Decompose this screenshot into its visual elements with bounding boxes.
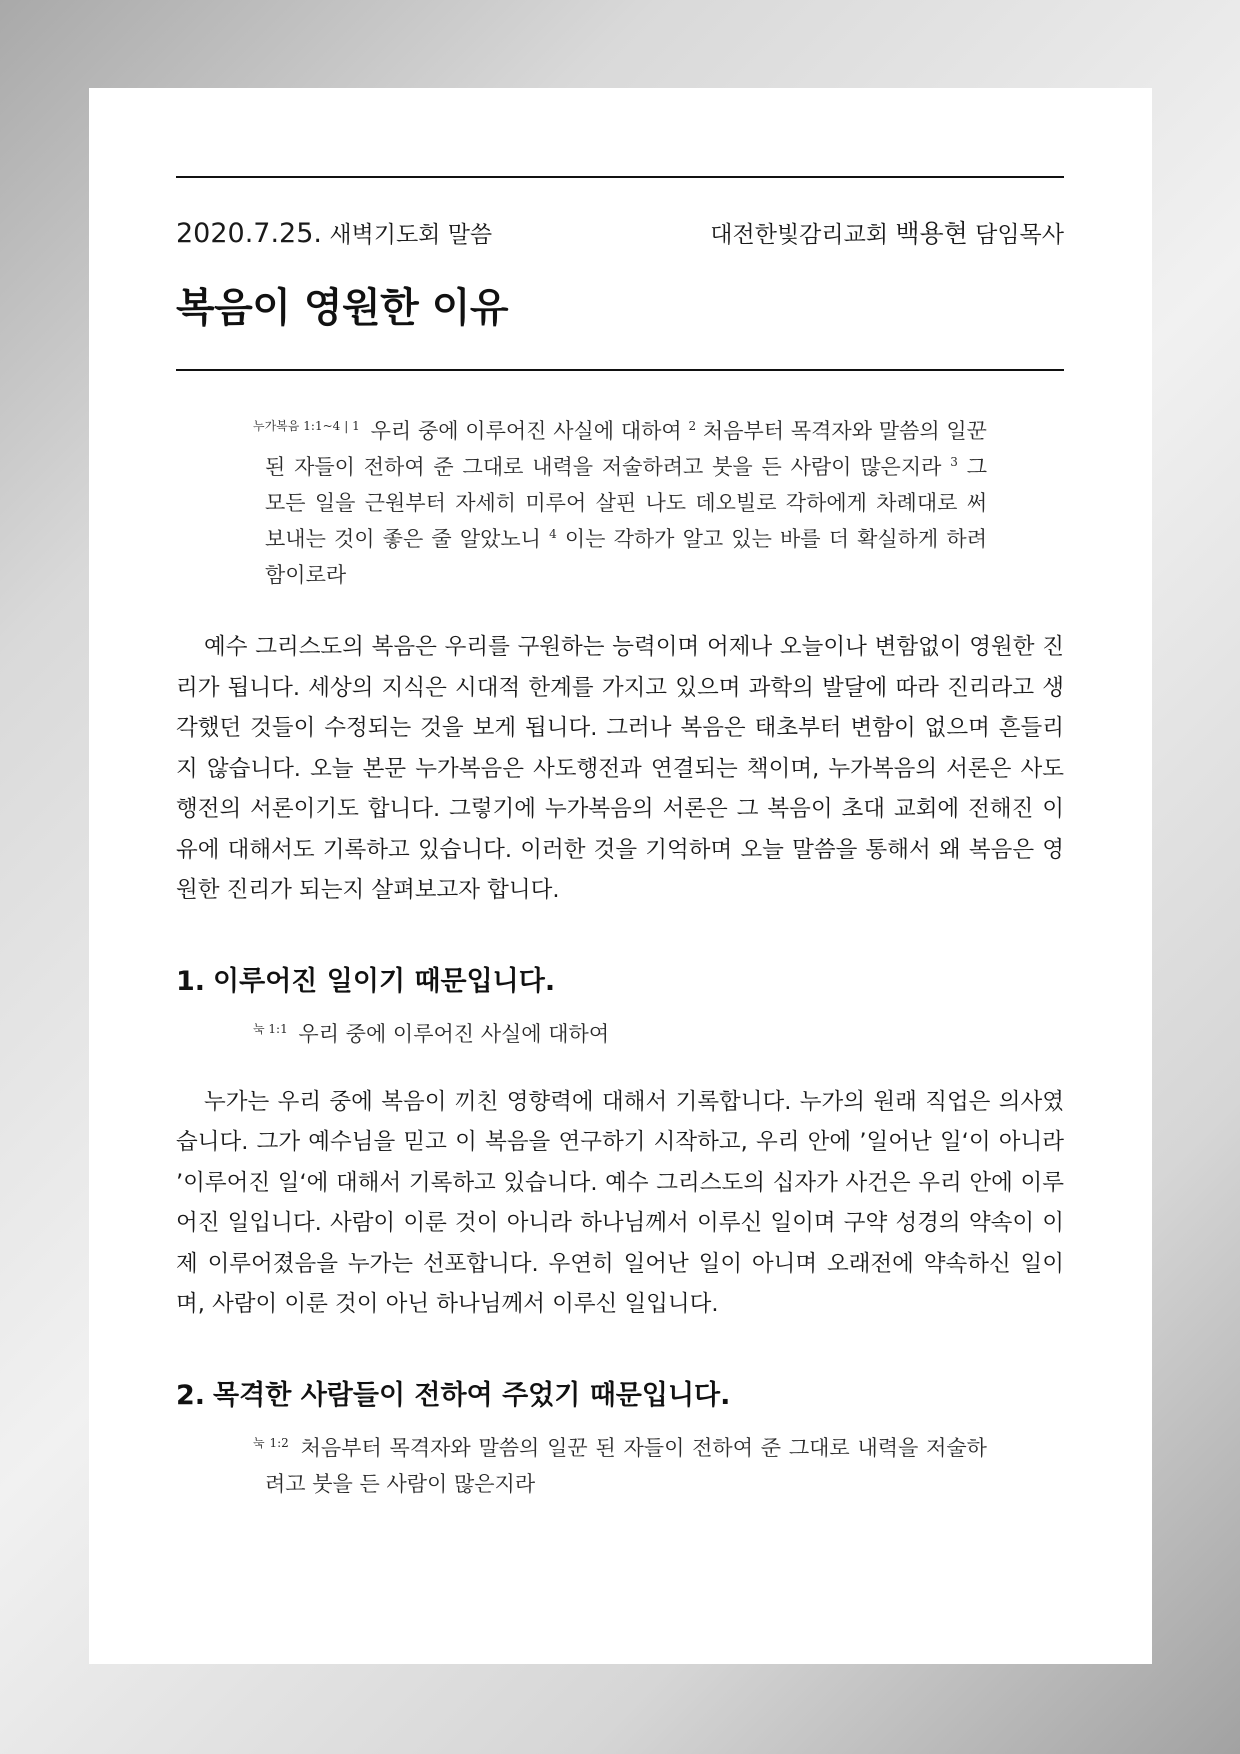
verse-number-4: 4 <box>549 527 557 541</box>
pastor-title: 담임목사 <box>975 222 1064 248</box>
verse-number-3: 3 <box>950 455 958 469</box>
section-1-verse-ref: 눅 1:1 <box>253 1021 288 1036</box>
intro-paragraph: 예수 그리스도의 복음은 우리를 구원하는 능력이며 어제나 오늘이나 변함없이 영원한 진리가 됩니다. 세상의 지식은 시대적 한계를 가지고 있으며 과학의 발달에 따라 진리라고 생각했던 것들이 수정되는 것을 보게 됩니다. 그러나 복음은 태초부터 변함이 없으며 흔들리지 않습니다. 오늘 본문 누가복음은 사도행전과 연결되는 책이며, 누가복음의 서론은 사도행전의 서론이기도 합니다. 그렇기에 누가복음의 서론은 그 복음이 초대 교회에 전해진 이유에 대해서도 기록하고 있습니다. 이러한 것을 기억하며 오늘 말씀을 통해서 왜 복음은 영원한 진리가 되는지 살펴보고자 합니다. <box>176 634 1064 903</box>
pastor-name: 백용현 <box>895 219 968 248</box>
section-2-verse-text: 처음부터 목격자와 말씀의 일꾼 된 자들이 전하여 준 그대로 내력을 저술하려고 붓을 든 사람이 많은지라 <box>265 1435 987 1496</box>
section-2-number: 2. <box>176 1379 206 1411</box>
section-1-verse-text: 우리 중에 이루어진 사실에 대하여 <box>298 1021 610 1046</box>
section-1-paragraph: 누가는 우리 중에 복음이 끼친 영향력에 대해서 기록합니다. 누가의 원래 직업은 의사였습니다. 그가 예수님을 믿고 이 복음을 연구하기 시작하고, 우리 안에 ’일어난 일‘이 아니라 ’이루어진 일‘에 대해서 기록하고 있습니다. 예수 그리스도의 십자가 사건은 우리 안에 이루어진 일입니다. 사람이 이룬 것이 아니라 하나님께서 이루신 일이며 구약 성경의 약속이 이제 이루어졌음을 누가는 선포합니다. 우연히 일어난 일이 아니며 오래전에 약속하신 일이며, 사람이 이룬 것이 아닌 하나님께서 이루신 일입니다. <box>176 1088 1064 1317</box>
verse-3: 그 모든 일을 근원부터 자세히 미루어 살핀 나도 데오빌로 각하에게 차례대로 써 보내는 것이 좋은 줄 알았노니 <box>265 455 987 551</box>
page-content <box>176 176 1064 1502</box>
scripture-reference: 누가복음 1:1~4 | 1 <box>253 419 360 433</box>
scripture-passage <box>253 413 987 593</box>
verse-4: 이는 각하가 알고 있는 바를 더 확실하게 하려 함이로라 <box>265 527 987 587</box>
section-2-verse <box>253 1430 987 1502</box>
verse-number-2: 2 <box>688 419 697 433</box>
section-2-title: 목격한 사람들이 전하여 주었기 때문입니다. <box>213 1379 731 1411</box>
verse-1: 우리 중에 이루어진 사실에 대하여 <box>370 419 682 443</box>
church-name: 대전한빛감리교회 <box>710 222 889 248</box>
section-1-number: 1. <box>176 965 206 997</box>
sermon-title: 복음이 영원한 이유 <box>176 285 508 331</box>
verse-2: 처음부터 목격자와 말씀의 일꾼 된 자들이 전하여 준 그대로 내력을 저술하려고 붓을 든 사람이 많은지라 <box>265 419 987 479</box>
section-1-heading <box>176 959 1064 998</box>
section-1-title: 이루어진 일이기 때문입니다. <box>213 965 556 997</box>
sermon-date: 2020.7.25. <box>176 218 322 249</box>
church-pastor-line <box>710 214 1064 250</box>
sermon-date-line <box>176 216 492 249</box>
title-rule <box>176 369 1064 371</box>
document-page <box>89 88 1152 1664</box>
header-row <box>176 214 1064 250</box>
top-rule <box>176 176 1064 178</box>
section-2-verse-ref: 눅 1:2 <box>253 1435 289 1450</box>
section-2-heading <box>176 1373 1064 1412</box>
service-name: 새벽기도회 말씀 <box>329 222 493 248</box>
section-1-verse <box>253 1016 987 1052</box>
